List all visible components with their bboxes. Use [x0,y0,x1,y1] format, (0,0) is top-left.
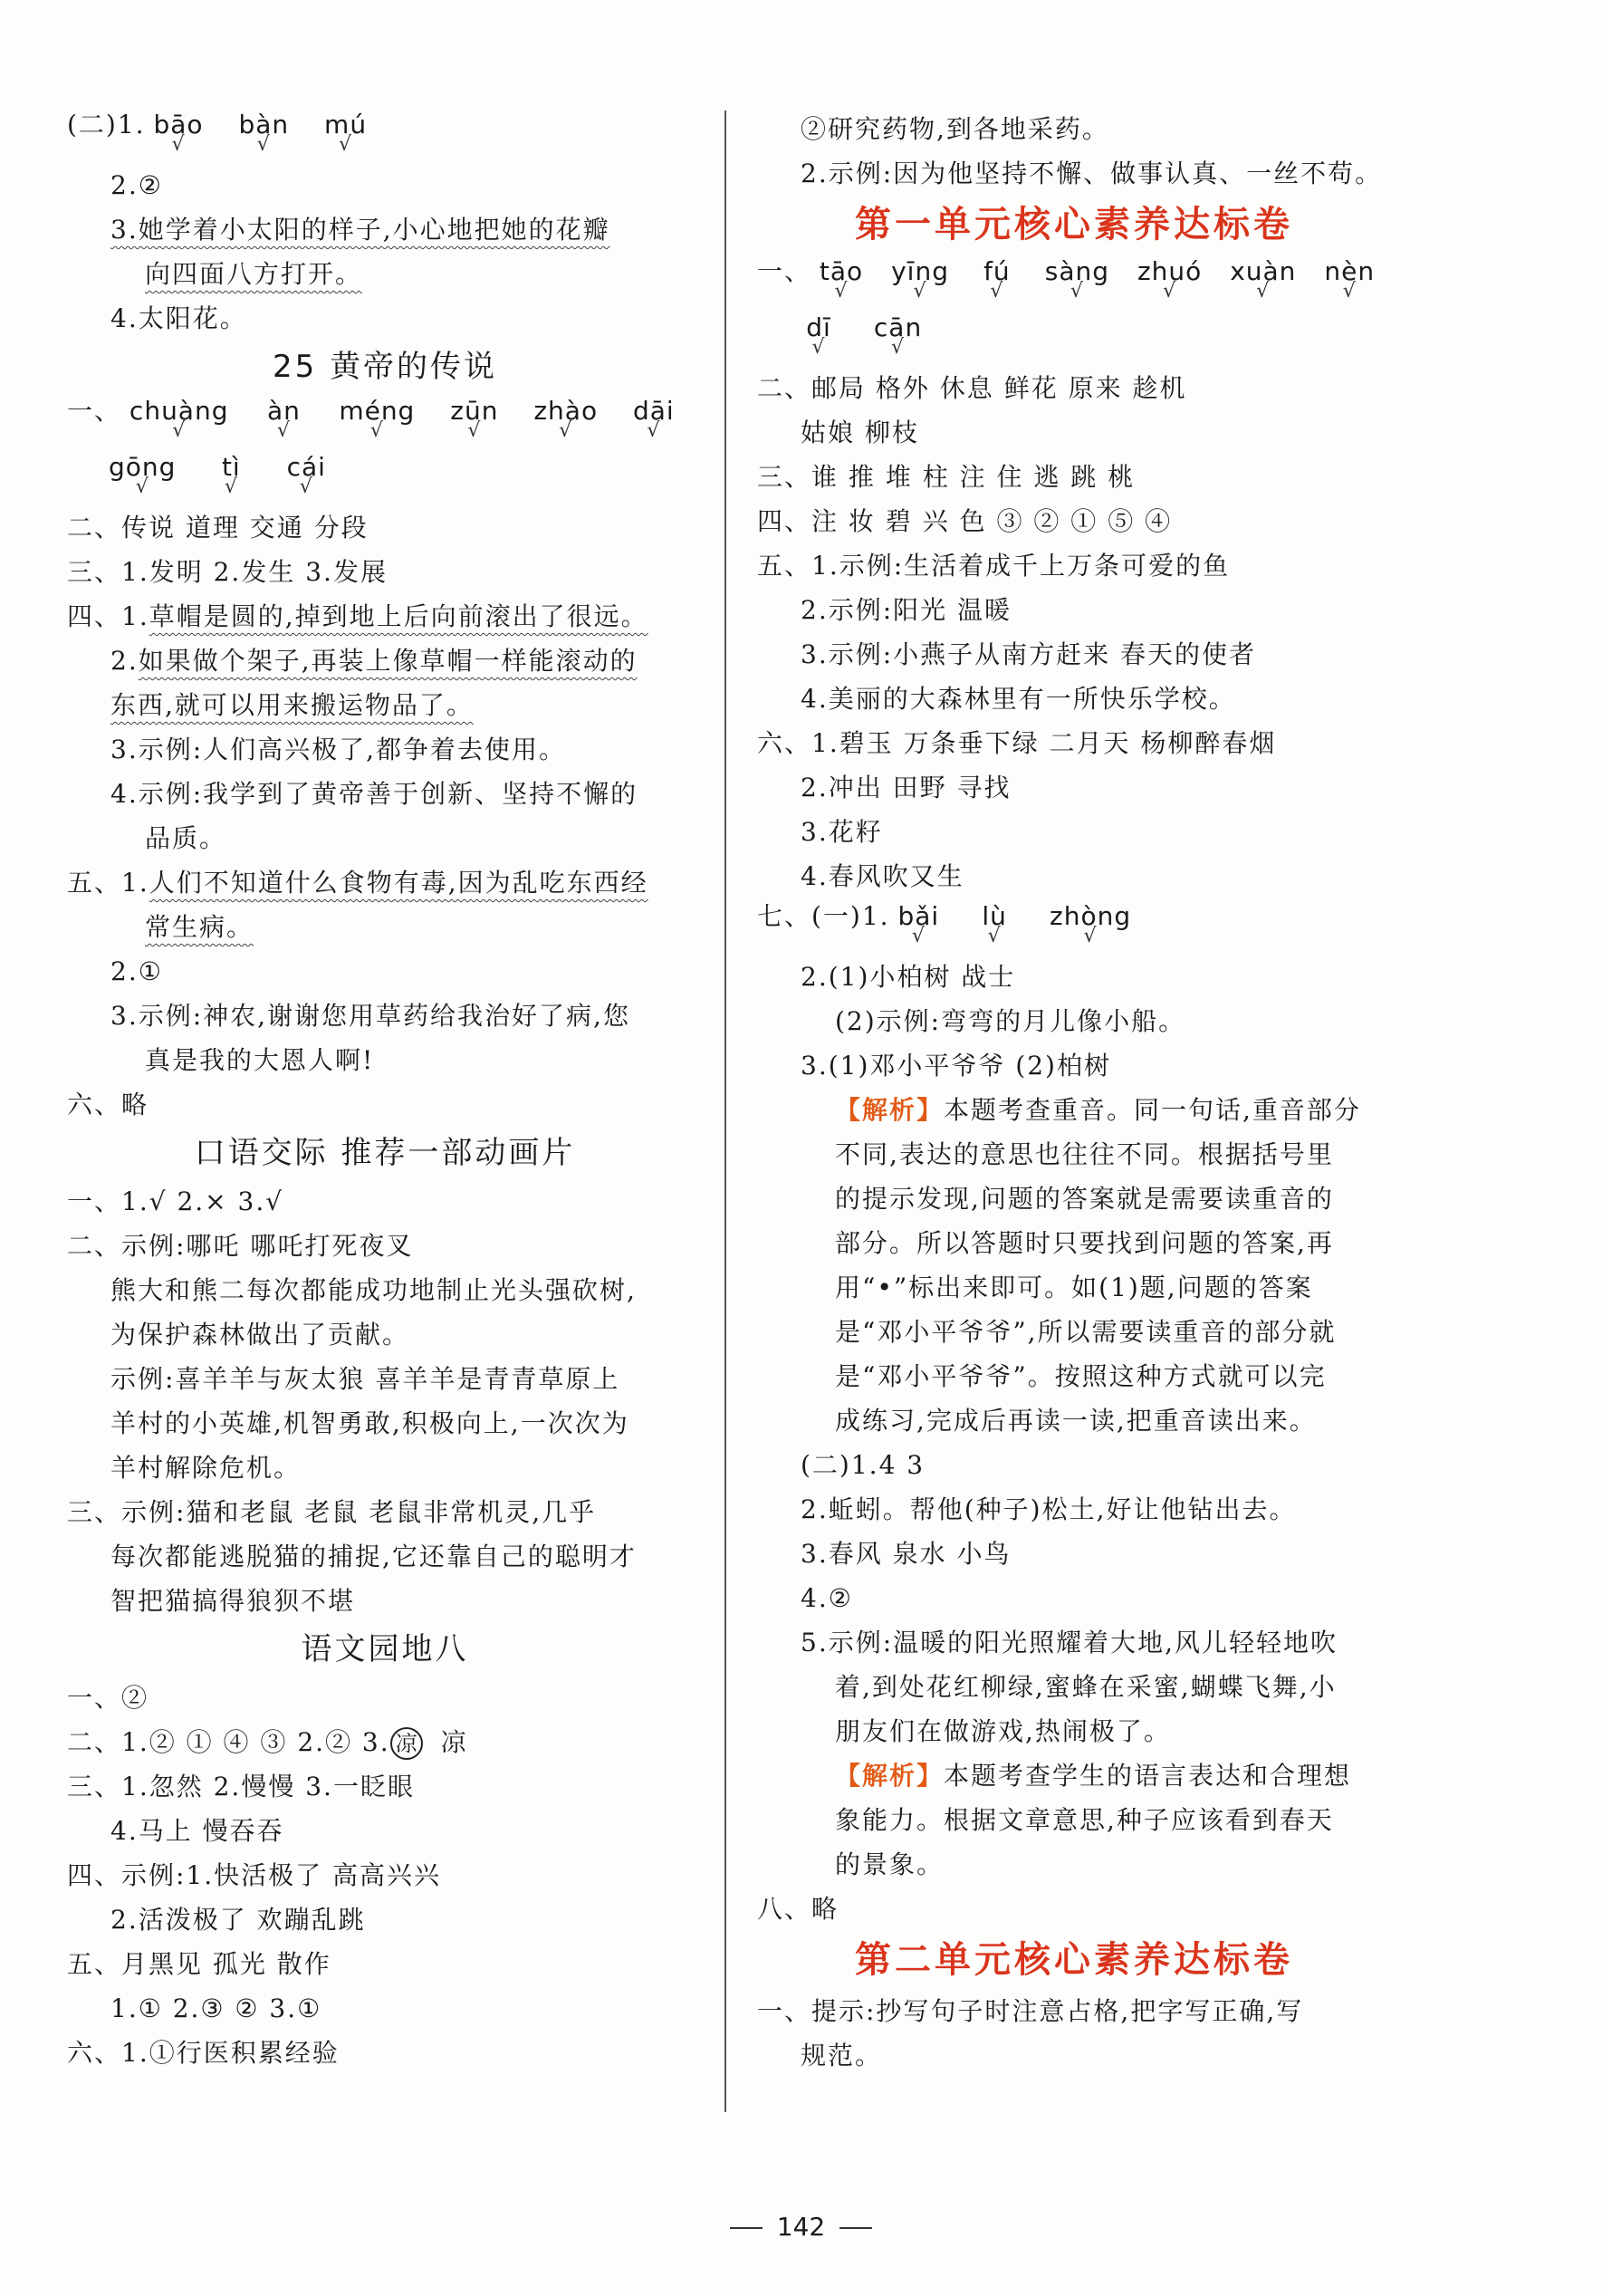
answer-line: 三、示例:猫和老鼠 老鼠 老鼠非常机灵,几乎 [67,1497,597,1527]
pinyin-text: xuàn [1230,256,1297,286]
item-number: 2. [110,646,139,676]
column-divider [724,110,726,2112]
answer-line: 为保护森林做出了贡献。 [110,1320,410,1350]
answer-line: 2.(1)小柏树 战士 [801,962,1016,992]
pinyin-item [1230,254,1297,303]
answer-line: 四、注 妆 碧 兴 色 ③ ② ① ⑤ ④ [757,506,1173,536]
answer-line: 朋友们在做游戏,热闹极了。 [835,1716,1171,1746]
answer-text: 凉 [440,1727,468,1757]
page-footer [0,2212,1602,2242]
analysis-line: 象能力。根据文章意思,种子应该看到春天 [835,1805,1334,1835]
check-mark: √ [276,419,291,442]
check-mark: √ [811,336,826,359]
pinyin-row [67,107,703,163]
pinyin-item [533,393,599,442]
analysis-line: 不同,表达的意思也往往不同。根据括号里 [835,1139,1334,1169]
pinyin-text: bāo [153,110,204,139]
analysis-line [757,1753,1391,1798]
footer-dash [730,2227,763,2229]
question-prefix: 一、 [67,396,122,426]
check-mark: √ [911,925,926,947]
pinyin-text: bǎi [897,901,940,931]
pinyin-item [129,393,229,442]
pinyin-item [897,898,940,947]
pinyin-item [1044,254,1110,303]
pinyin-row [757,310,1391,366]
answer-line: 一、1.√ 2.× 3.√ [67,1186,284,1216]
left-column [67,107,703,2075]
analysis-label: 【解析】 [835,1095,945,1125]
check-mark: √ [299,476,313,498]
answer-line [67,860,703,905]
question-prefix: 一、 [757,256,812,286]
answer-line: 一、提示:抄写句子时注意占格,把字写正确,写 [757,1996,1304,2026]
question-prefix: 七、(一)1. [757,901,890,931]
answer-line [67,252,703,296]
check-mark: √ [172,419,187,442]
pinyin-item [238,107,290,156]
pinyin-text: cái [286,452,326,482]
section-title: 25 黄帝的传说 [272,349,498,385]
check-mark: √ [834,280,849,303]
answer-line: 六、1.①行医积累经验 [67,2038,340,2068]
footer-dash [839,2227,872,2229]
check-mark: √ [369,419,384,442]
analysis-text: 本题考查学生的语言表达和合理想 [944,1761,1352,1791]
analysis-label: 【解析】 [835,1761,945,1791]
answer-line [67,594,703,639]
pinyin-item [109,449,177,498]
answer-line: 4.马上 慢吞吞 [110,1816,284,1846]
underlined-text: 常生病。 [145,912,254,942]
pinyin-text: nèn [1324,256,1376,286]
page-number: 142 [776,2212,826,2242]
answer-line: 真是我的大恩人啊! [145,1045,375,1075]
pinyin-row [757,898,1391,955]
check-mark: √ [256,133,271,156]
answer-line: 3.示例:小燕子从南方赶来 春天的使者 [801,639,1257,669]
pinyin-row [67,449,703,505]
check-mark: √ [467,419,482,442]
underlined-text: 东西,就可以用来搬运物品了。 [110,690,474,720]
section-title: 第二单元核心素养达标卷 [855,1938,1293,1981]
pinyin-text: mú [324,110,368,139]
right-column [757,107,1391,2078]
answer-line [67,639,703,683]
pinyin-text: gōng [109,452,177,482]
pinyin-text: zhòng [1050,901,1132,931]
pinyin-text: dāi [633,396,675,426]
check-mark: √ [559,419,573,442]
answer-line: 2.① [110,956,163,986]
section-title: 口语交际 推荐一部动画片 [194,1135,576,1171]
answer-line: 一、② [67,1683,149,1713]
answer-line: 八、略 [757,1894,839,1924]
answer-line: 着,到处花红柳绿,蜜蜂在采蜜,蝴蝶飞舞,小 [835,1672,1337,1702]
answer-line [67,207,703,252]
check-mark: √ [224,476,238,498]
underlined-text: 草帽是圆的,掉到地上后向前滚出了很远。 [149,601,648,631]
check-mark: √ [1342,280,1357,303]
pinyin-row [67,393,703,449]
check-mark: √ [339,133,353,156]
answer-line: 5.示例:温暖的阳光照耀着大地,风儿轻轻地吹 [801,1628,1338,1657]
check-mark: √ [913,280,927,303]
pinyin-text: zūn [450,396,499,426]
answer-line: 智把猫搞得狼狈不堪 [110,1586,356,1616]
answer-line: 三、谁 推 堆 柱 注 住 逃 跳 桃 [757,462,1136,492]
pinyin-item [799,310,839,359]
check-mark: √ [647,419,661,442]
answer-line: (二)1.4 3 [801,1450,926,1480]
pinyin-item [286,449,326,498]
analysis-line: 用“•”标出来即可。如(1)题,问题的答案 [835,1273,1313,1302]
pinyin-text: zhuó [1137,256,1203,286]
answer-line: 2.活泼极了 欢蹦乱跳 [110,1905,366,1935]
pinyin-text: zhào [533,396,599,426]
answer-text: 二、1.② ① ④ ③ 2.② 3. [67,1727,390,1757]
answer-line: 每次都能逃脱猫的捕捉,它还靠自己的聪明才 [110,1542,637,1571]
check-mark: √ [990,280,1004,303]
pinyin-item [153,107,204,156]
answer-line: (2)示例:弯弯的月儿像小船。 [835,1006,1186,1036]
answer-line: 2.② [110,170,163,200]
answer-line: 3.示例:神农,谢谢您用草药给我治好了病,您 [110,1001,630,1031]
answer-line: 四、示例:1.快活极了 高高兴兴 [67,1860,442,1890]
underlined-text: 如果做个架子,再装上像草帽一样能滚动的 [138,646,638,676]
answer-line: 示例:喜羊羊与灰太狼 喜羊羊是青青草原上 [110,1364,620,1394]
check-mark: √ [171,133,186,156]
answer-line [67,683,703,727]
section-title: 语文园地八 [301,1631,469,1667]
answer-line: 二、邮局 格外 休息 鲜花 原来 趁机 [757,373,1187,403]
answer-line: 姑娘 柳枝 [801,418,919,447]
answer-line: 五、月黑见 孤光 散作 [67,1949,331,1979]
circled-character: 凉 [390,1727,423,1760]
answer-line: 3.示例:人们高兴极了,都争着去使用。 [110,735,567,764]
pinyin-item [1050,898,1132,947]
pinyin-text: sàng [1044,256,1110,286]
answer-line: 规范。 [801,2041,883,2070]
analysis-line: 的景象。 [835,1849,945,1879]
pinyin-text: méng [339,396,416,426]
pinyin-item [873,310,923,359]
answer-line: 品质。 [145,823,227,853]
answer-line: 六、略 [67,1090,149,1119]
answer-line: 二、示例:哪吒 哪吒打死夜叉 [67,1231,414,1261]
analysis-line [757,1088,1391,1132]
pinyin-item [1324,254,1376,303]
pinyin-text: tì [221,452,241,482]
check-mark: √ [987,925,1002,947]
underlined-text: 向四面八方打开。 [145,259,363,289]
analysis-line: 是“邓小平爷爷”,所以需要读重音的部分就 [835,1317,1337,1347]
pinyin-item [633,393,675,442]
answer-line: 4.春风吹又生 [801,861,964,891]
answer-line [67,1720,703,1764]
answer-line: 4.太阳花。 [110,303,247,333]
analysis-line: 是“邓小平爷爷”。按照这种方式就可以完 [835,1361,1327,1391]
answer-line: 3.花籽 [801,817,883,847]
pinyin-text: dī [806,312,831,342]
answer-line: 羊村的小英雄,机智勇敢,积极向上,一次次为 [110,1408,629,1438]
section-title: 第一单元核心素养达标卷 [855,203,1293,245]
answer-line: 二、传说 道理 交通 分段 [67,513,369,543]
answer-line: 羊村解除危机。 [110,1453,302,1483]
answer-line: 2.蚯蚓。帮他(种子)松土,好让他钻出去。 [801,1494,1297,1524]
pinyin-text: lù [982,901,1007,931]
pinyin-item [977,254,1017,303]
answer-line: 4.示例:我学到了黄帝善于创新、坚持不懈的 [110,779,638,809]
analysis-line: 成练习,完成后再读一读,把重音读出来。 [835,1406,1317,1436]
answer-line: 1.① 2.③ ② 3.① [110,1993,322,2023]
answer-line: 三、1.忽然 2.慢慢 3.一眨眼 [67,1772,415,1801]
item-number: 四、1. [67,601,149,631]
pinyin-text: àn [266,396,301,426]
pinyin-row [757,254,1391,310]
answer-line [67,905,703,949]
pinyin-text: tāo [819,256,864,286]
answer-line: 五、1.示例:生活着成千上万条可爱的鱼 [757,551,1231,581]
answer-line: 2.示例:因为他坚持不懈、做事认真、一丝不苟。 [801,159,1383,188]
pinyin-item [1137,254,1203,303]
answer-line: 熊大和熊二每次都能成功地制止光头强砍树, [110,1275,637,1305]
pinyin-text: chuàng [129,396,229,426]
check-mark: √ [1163,280,1177,303]
answer-line: 三、1.发明 2.发生 3.发展 [67,557,388,587]
answer-line: 4.② [801,1583,853,1613]
answer-line: ②研究药物,到各地采药。 [801,114,1109,144]
analysis-line: 的提示发现,问题的答案就是需要读重音的 [835,1184,1334,1214]
pinyin-item [339,393,416,442]
pinyin-item [264,393,303,442]
answer-line: 2.示例:阳光 温暖 [801,595,1012,625]
pinyin-item [324,107,368,156]
item-number: 五、1. [67,868,149,898]
pinyin-text: cān [873,312,923,342]
answer-line: 3.(1)邓小平爷爷 (2)柏树 [801,1051,1111,1081]
pinyin-text: fú [983,256,1011,286]
pinyin-text: yīng [891,256,949,286]
answer-line: 3.春风 泉水 小鸟 [801,1539,1012,1569]
pinyin-item [450,393,499,442]
pinyin-item [819,254,864,303]
check-mark: √ [135,476,149,498]
answer-line: 2.冲出 田野 寻找 [801,773,1012,802]
answer-line: 4.美丽的大森林里有一所快乐学校。 [801,684,1236,714]
question-prefix: (二)1. [67,110,146,139]
underlined-text: 人们不知道什么食物有毒,因为乱吃东西经 [149,868,648,898]
pinyin-item [211,449,251,498]
analysis-line: 部分。所以答题时只要找到问题的答案,再 [835,1228,1334,1258]
answer-line: 六、1.碧玉 万条垂下绿 二月天 杨柳醉春烟 [757,728,1277,758]
check-mark: √ [1083,925,1098,947]
analysis-text: 本题考查重音。同一句话,重音部分 [944,1095,1361,1125]
pinyin-item [974,898,1014,947]
underlined-text: 3.她学着小太阳的样子,小心地把她的花瓣 [110,215,610,245]
pinyin-text: bàn [238,110,290,139]
check-mark: √ [1070,280,1084,303]
check-mark: √ [1256,280,1271,303]
check-mark: √ [891,336,906,359]
pinyin-item [891,254,949,303]
